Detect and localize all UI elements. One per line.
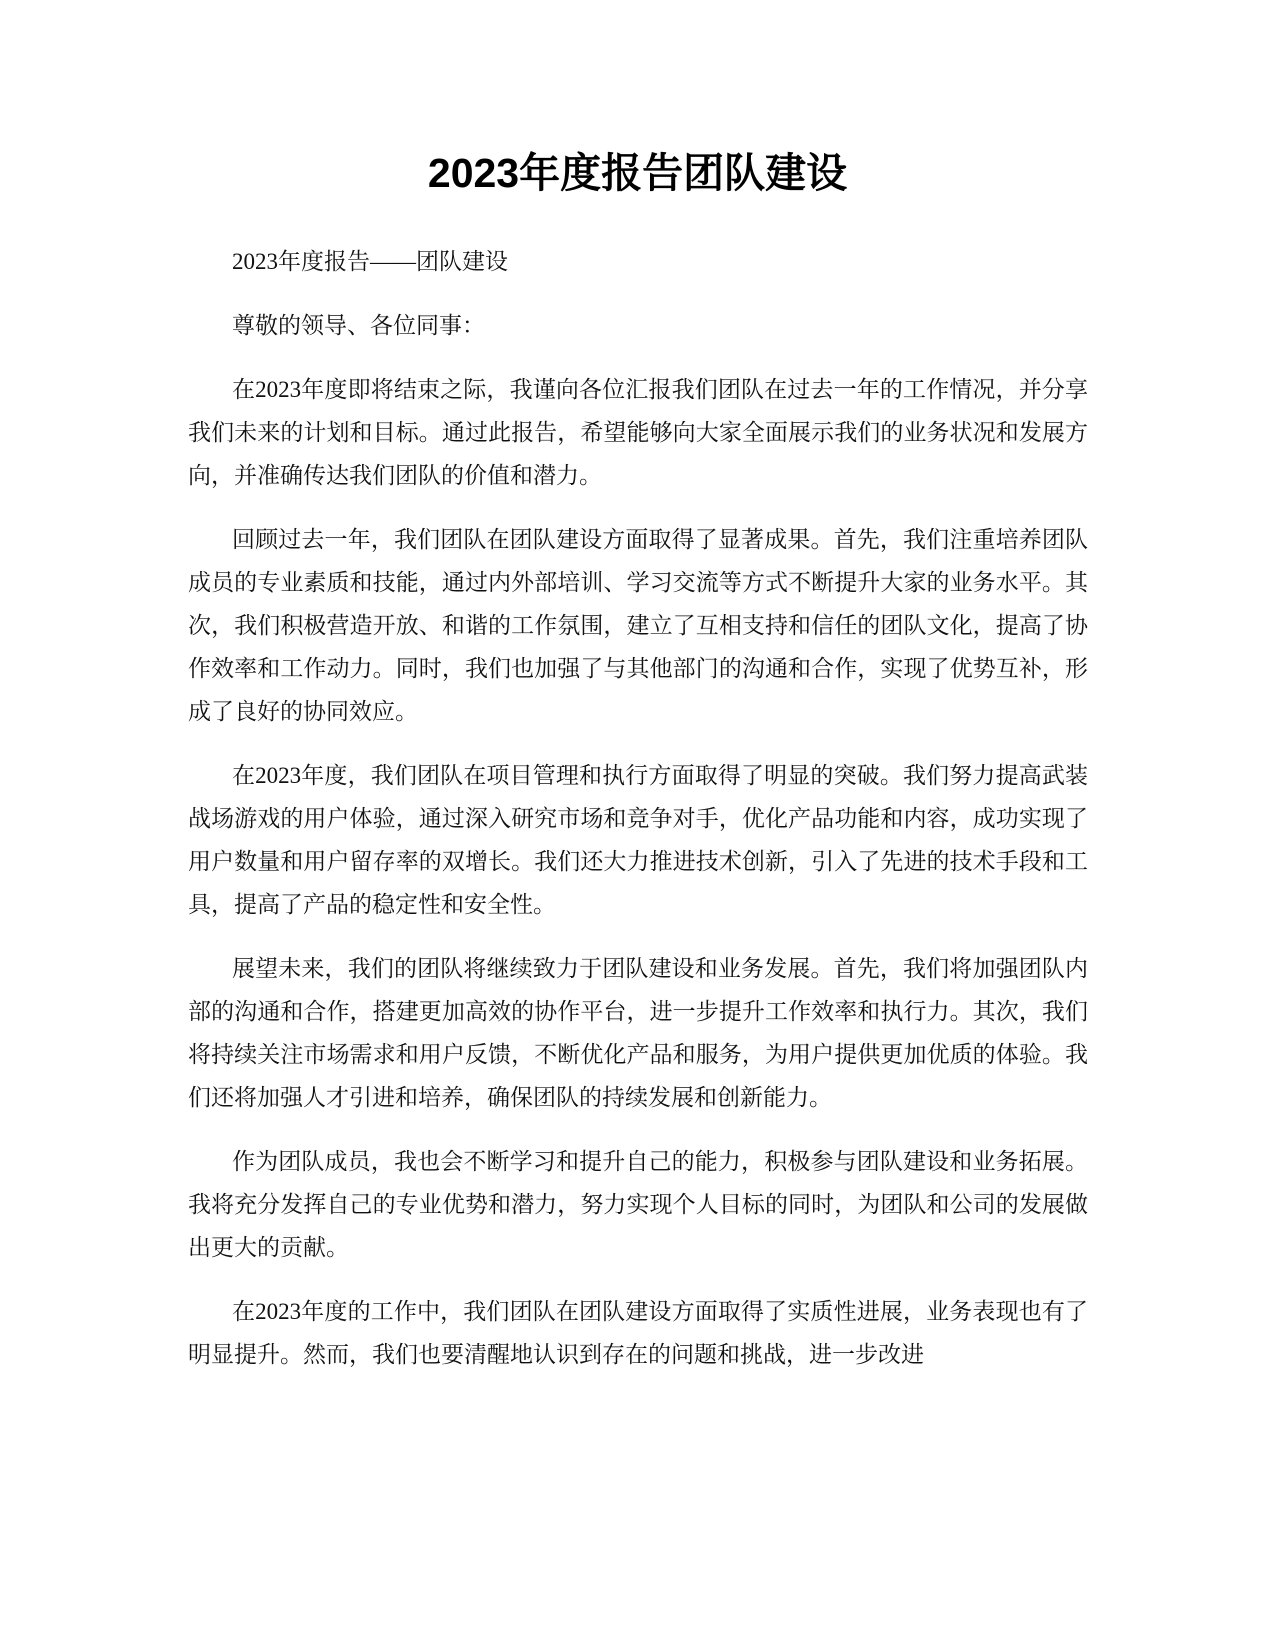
paragraph-personal-commitment: 作为团队成员，我也会不断学习和提升自己的能力，积极参与团队建设和业务拓展。我将充分发挥自己的专业优势和潜力，努力实现个人目标的同时，为团队和公司的发展做出更大的贡献。 [188, 1149, 1088, 1260]
paragraph-project-achievements: 在2023年度，我们团队在项目管理和执行方面取得了明显的突破。我们努力提高武装战场游戏的用户体验，通过深入研究市场和竞争对手，优化产品功能和内容，成功实现了用户数量和用户留存率的双增长。我们还大力推进技术创新，引入了先进的技术手段和工具，提高了产品的稳定性和安全性。 [188, 763, 1088, 917]
paragraph-outlook: 展望未来，我们的团队将继续致力于团队建设和业务发展。首先，我们将加强团队内部的沟通和合作，搭建更加高效的协作平台，进一步提升工作效率和执行力。其次，我们将持续关注市场需求和用户反馈，不断优化产品和服务，为用户提供更加优质的体验。我们还将加强人才引进和培养，确保团队的持续发展和创新能力。 [188, 956, 1088, 1110]
paragraph-salutation: 尊敬的领导、各位同事： [232, 313, 485, 338]
document-title: 2023年度报告团队建设 [427, 150, 848, 196]
paragraph-subtitle: 2023年度报告——团队建设 [232, 249, 508, 274]
paragraph-introduction: 在2023年度即将结束之际，我谨向各位汇报我们团队在过去一年的工作情况，并分享我们未来的计划和目标。通过此报告，希望能够向大家全面展示我们的业务状况和发展方向，并准确传达我们团队的价值和潜力。 [188, 377, 1088, 488]
paragraph-review: 回顾过去一年，我们团队在团队建设方面取得了显著成果。首先，我们注重培养团队成员的专业素质和技能，通过内外部培训、学习交流等方式不断提升大家的业务水平。其次，我们积极营造开放、和谐的工作氛围，建立了互相支持和信任的团队文化，提高了协作效率和工作动力。同时，我们也加强了与其他部门的沟通和合作，实现了优势互补，形成了良好的协同效应。 [188, 527, 1088, 724]
paragraph-summary: 在2023年度的工作中，我们团队在团队建设方面取得了实质性进展，业务表现也有了明显提升。然而，我们也要清醒地认识到存在的问题和挑战，进一步改进 [188, 1299, 1088, 1367]
document-body [188, 240, 1088, 1397]
